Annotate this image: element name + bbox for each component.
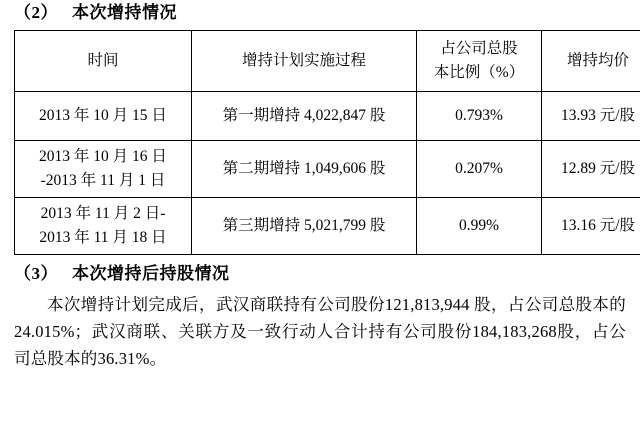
body-paragraph: 本次增持计划完成后，武汉商联持有公司股份121,813,944 股，占公司总股本的24.015%；武汉商联、关联方及一致行动人合计持有公司股份184,183,268股，占公司总股本的36.31%。 [14, 291, 626, 372]
column-header-ratio-line2: 本比例（%） [420, 61, 538, 85]
section-heading-increase-status [14, 2, 626, 24]
section-title: 本次增持后持股情况 [72, 264, 230, 283]
cell-time [15, 141, 192, 198]
cell-price: 12.89 元/股 [542, 141, 640, 198]
section-number: （3） [14, 263, 58, 285]
cell-ratio: 0.793% [417, 92, 542, 141]
column-header-time: 时间 [15, 31, 192, 92]
table-header-row [15, 31, 640, 92]
cell-time-line1: 2013 年 10 月 15 日 [18, 104, 188, 128]
column-header-process: 增持计划实施过程 [192, 31, 417, 92]
section-title: 本次增持情况 [72, 3, 177, 22]
cell-ratio: 0.207% [417, 141, 542, 198]
table-body [15, 92, 640, 255]
cell-process: 第二期增持 1,049,606 股 [192, 141, 417, 198]
cell-time-line2: -2013 年 11 月 1 日 [18, 169, 188, 193]
cell-price: 13.93 元/股 [542, 92, 640, 141]
cell-process: 第三期增持 5,021,799 股 [192, 198, 417, 255]
cell-price: 13.16 元/股 [542, 198, 640, 255]
column-header-ratio-line1: 占公司总股 [420, 37, 538, 61]
column-header-ratio [417, 31, 542, 92]
cell-ratio: 0.99% [417, 198, 542, 255]
table-row [15, 141, 640, 198]
cell-time [15, 198, 192, 255]
section-heading-after-increase [14, 263, 626, 285]
cell-process: 第一期增持 4,022,847 股 [192, 92, 417, 141]
table-row [15, 198, 640, 255]
table-header [15, 31, 640, 92]
table-row [15, 92, 640, 141]
cell-time [15, 92, 192, 141]
column-header-price: 增持均价 [542, 31, 640, 92]
increase-plan-table [14, 30, 640, 255]
section-number: （2） [14, 2, 58, 24]
document-page [0, 2, 640, 429]
cell-time-line2: 2013 年 11 月 18 日 [18, 226, 188, 250]
cell-time-line1: 2013 年 10 月 16 日 [18, 145, 188, 169]
cell-time-line1: 2013 年 11 月 2 日- [18, 202, 188, 226]
